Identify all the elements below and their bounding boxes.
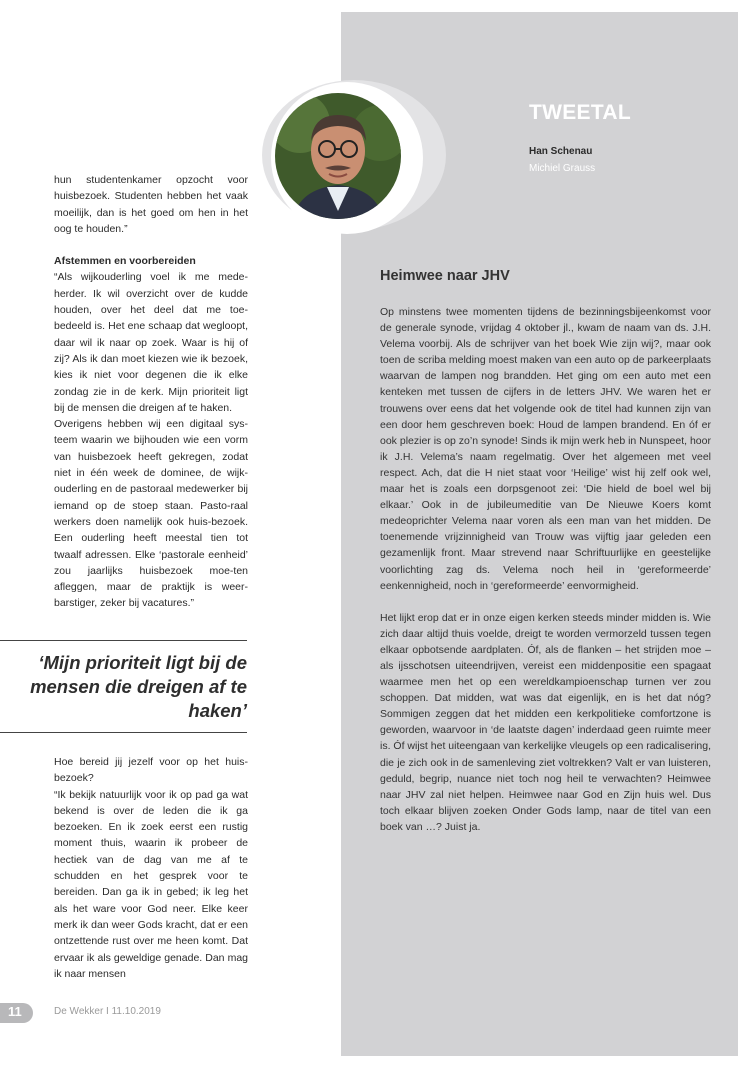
photographer-name: Michiel Grauss [529,163,596,174]
section-title: TWEETAL [529,101,632,124]
interview-column-lower [54,754,248,982]
interview-paragraph: “Als wijkouderling voel ik me mede-herder. Ik wil overzicht over de kudde houden, over het deel dat me toe-bedeeld is. Het ene schaap dat wegloopt, daar wil ik naar op zoek. Waar is hij of zij? Als ik dan moet kiezen wie ik bezoek, kies ik niet voor degenen die ik elke zondag zie in de kerk. Mijn prioriteit ligt bij de mensen die dreigen af te haken. [54,271,248,414]
article-paragraph: Het lijkt erop dat er in onze eigen kerken steeds minder midden is. Wie zich daar altijd thuis voelde, dreigt te worden vermorzeld tussen tegen elkaar opbotsende aardplaten. Óf, als de flanken – het strijden moe – als ijsschotsen uiteendrijven, vereist een middenpositie een spagaat waarmee men het op een wereldkampioenschap turnen ver zou schoppen. Dat midden, wat was dat eigenlijk, en is het dat nóg? Sommigen zeggen dat het midden een kerkpolitieke comfortzone is geworden, waarvoor in ‘de laatste dagen’ inderdaad geen ruimte meer is. Óf wijst het uiteengaan van kerkelijke vleugels op een radicalisering, die je zich ook in de samenleving ziet voltrekken? Valt er van luisteren, geduld, begrip, nuance niet toch nog heil te verwachten? Heimwee naar JHV zal niet helpen. Heimwee naar God en Zijn huis wel. Dus toch elkaar blijven zoeken Onder Gods lamp, naar de titel van een boek van …? Juist ja. [380,611,711,833]
footer-publication: De Wekker I 11.10.2019 [54,1006,161,1017]
interview-column-upper [54,172,248,612]
article-paragraph: Op minstens twee momenten tijdens de bezinningsbijeenkomst voor de generale synode, vrijdag 4 oktober jl., kwam de naam van ds. J.H. Velema voorbij. Als de schrijver van het boek Wie zijn wij?, maar ook toen de scriba melding moest maken van een auto op de parkeerplaats waarvan de lampen nog brandden. Het ging om een auto met een kenteken met tussen de cijfers in de letters JHV. We waren het er trouwens over eens dat het volgende ook de titel had kunnen zijn van een door hem geschreven boek: Houd de lampen brandend. En óf er ook plezier is op zo’n synode! Sinds ik mijn werk heb in Nunspeet, hoor ik J.H. Velema’s naam regelmatig. Over het algemeen met veel respect. Ach, dat die H niet staat voor ‘Heilige’ wist hij zelf ook wel, maar het is zoals een dorpsgenoot zei: ‘Die hield de boel wel bij elkaar.’ Ook in de jubileumeditie van De Nieuwe Koers komt medeoprichter Velema naar voren als een man van het midden. De toenemende vrijzinnigheid van Trouw was vijftig jaar geleden een gezamenlijk front. Maar strevend naar Schriftuurlijke en geestelijke voorlichting zag ds. Velema noch heil in ‘gereformeerde’ eenkennigheid, noch in ‘gereformeerde’ eenvormigheid. [380,306,711,592]
pull-quote-rule-bottom [0,732,247,733]
interview-paragraph: “Ik bekijk natuurlijk voor ik op pad ga wat bekend is over de leden die ik ga bezoeken. En ik zoek eerst een rustig moment thuis, waarin ik probeer de hectiek van de dag van me af te schudden en het gesprek voor te bereiden. Dan ga ik in gebed; ik leg het als het ware voor God neer. Elke keer merk ik dan weer Gods kracht, dat er een ontzettende rust over me heen komt. Dat ervaar ik als geweldige genade. Dan mag ik naar mensen [54,788,248,980]
author-name: Han Schenau [529,146,593,157]
interview-question: Hoe bereid jij jezelf voor op het huis-bezoek? [54,756,248,785]
page-number: 11 [8,1004,22,1019]
pull-quote: ‘Mijn prioriteit ligt bij de mensen die dreigen af te haken’ [30,652,247,721]
article-body [380,304,711,851]
pull-quote-rule-top [0,640,247,641]
author-photo [275,93,401,219]
interview-paragraph: hun studentenkamer opzocht voor huisbezoek. Studenten hebben het vaak moeilijk, dan is het goed om hen in het oog te houden.” [54,174,248,235]
interview-paragraph: Overigens hebben wij een digitaal sys-teem waarin we bijhouden wie een vorm van huisbezoek heeft gekregen, zodat niet in één week de dominee, de wijk-ouderling en de pastoraal medewerker bij iemand op de stoep staan. Pasto-raal werkers doen namelijk ook huis-bezoek. Een ouderling heeft meestal tien tot twaalf adressen. Elke ‘pastorale eenheid’ zou jaarlijks huisbezoek moe-ten afleggen, maar de praktijk is weer-barstiger, zeker bij vacatures.” [54,418,248,610]
interview-subheading: Afstemmen en voorbereiden [54,255,196,268]
article-heading: Heimwee naar JHV [380,268,510,284]
